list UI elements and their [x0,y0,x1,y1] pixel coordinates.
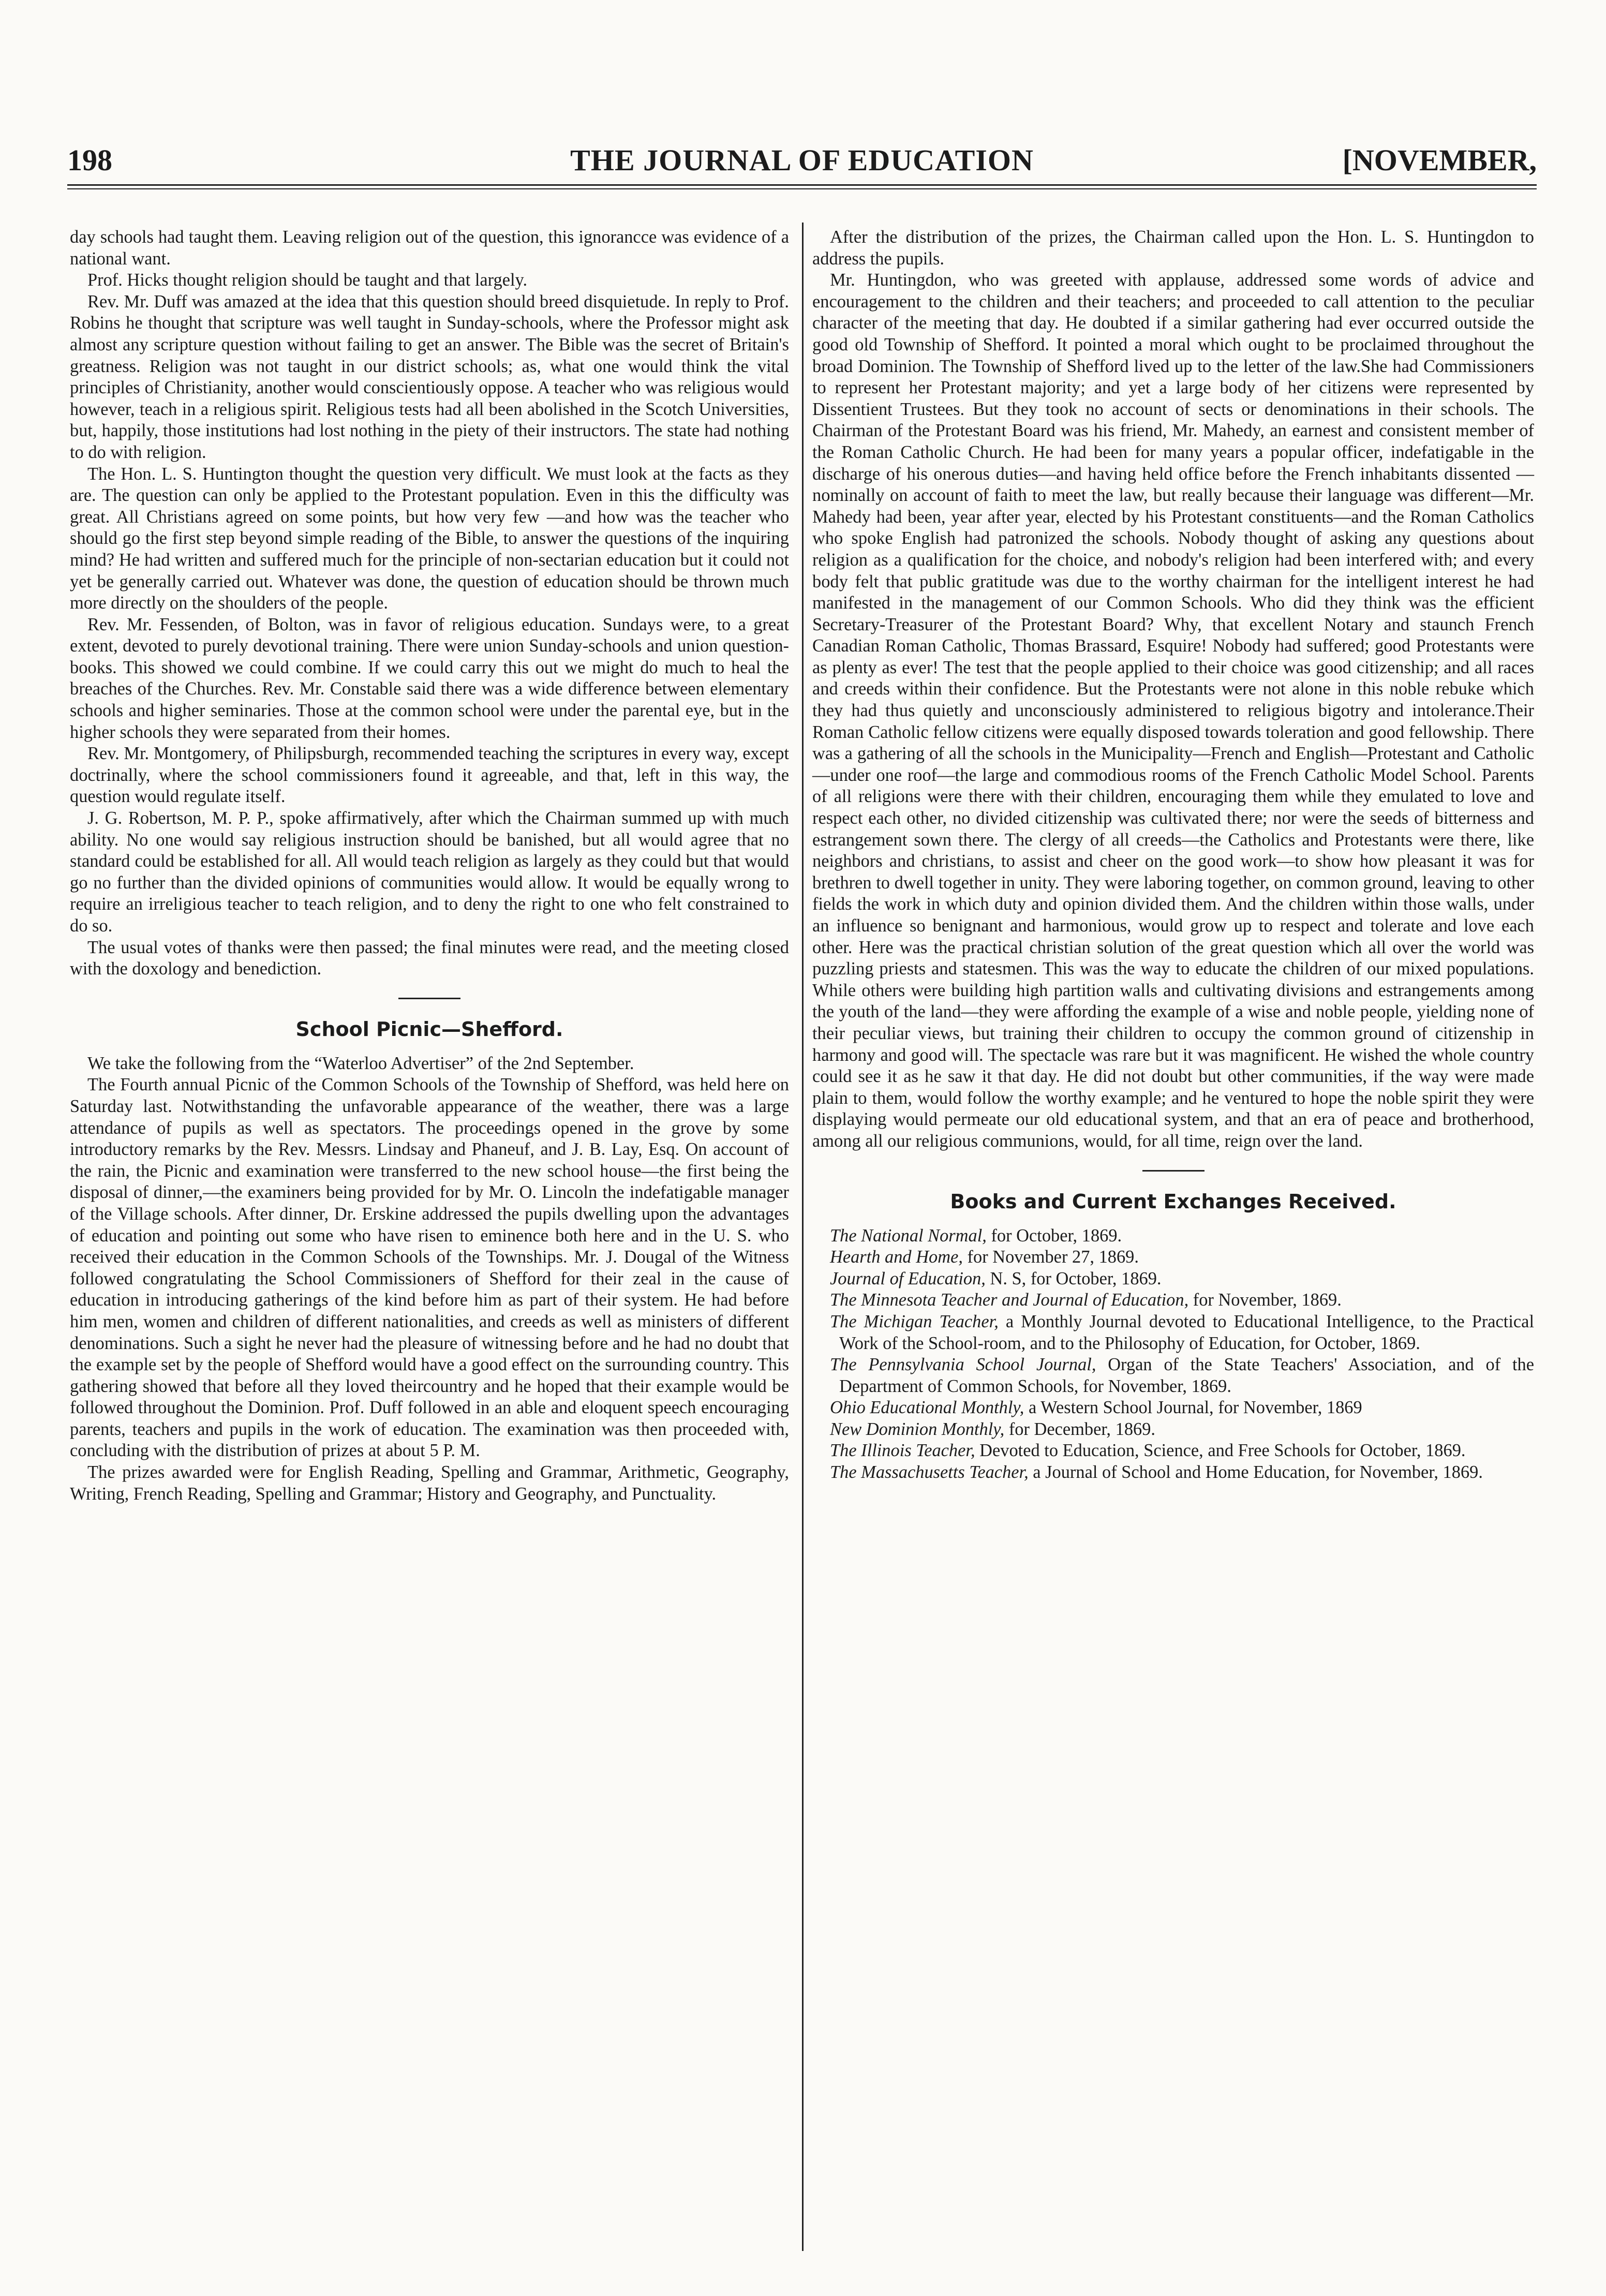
book-details: for November 27, 1869. [962,1247,1139,1267]
book-details: for October, 1869. [986,1225,1122,1246]
paragraph: day schools had taught them. Leaving religion out of the question, this ignorancce was evidence of a national want. [70,227,789,269]
book-entry [812,1247,1534,1268]
book-title: The Pennsylvania School Journal, [830,1355,1096,1375]
paragraph: Prof. Hicks thought religion should be taught and that largely. [87,270,528,290]
book-details: a Monthly Journal devoted to Educational Intelligence, to the Practical Work of the School-room, and to the Philosophy of Education, for October, 1869. [839,1311,1534,1353]
book-details: for November, 1869. [1188,1290,1342,1310]
left-column [70,227,789,1505]
paragraph: J. G. Robertson, M. P. P., spoke affirmatively, after which the Chairman summed up with much ability. No one would say religious instruction should be banished, but all would agree that no standard could be established for all. All would teach religion as largely as they could but that would go no further than the divided opinions of communities would allow. It would be equally wrong to require an irreligious teacher to teach religion, and to deny the right to one who felt constrained to do so. [70,808,789,936]
paragraph: We take the following from the “Waterloo Advertiser” of the 2nd September. [87,1053,634,1073]
section-divider [1142,1170,1205,1172]
book-details: Organ of the State Teachers' Association, and of the Department of Common Schools, for November, 1869. [839,1355,1534,1396]
book-entry [812,1419,1534,1441]
book-details: Devoted to Education, Science, and Free Schools for October, 1869. [975,1441,1466,1461]
book-entry [812,1225,1534,1247]
book-entry [812,1311,1534,1354]
book-title: Ohio Educational Monthly, [830,1398,1024,1418]
paragraph: The Fourth annual Picnic of the Common Schools of the Township of Shefford, was held here on Saturday last. Notwithstanding the unfavorable appearance of the weather, there was a large attendance of pupils as well as spectators. The proceedings opened in the grove by some introductory remarks by the Rev. Messrs. Lindsay and Phaneuf, and J. B. Lay, Esq. On account of the rain, the Picnic and examination were transferred to the new school house—the first being the disposal of dinner,—the examiners being provided for by Mr. O. Lincoln the indefatigable manager of the Village schools. After dinner, Dr. Erskine addressed the pupils dwelling upon the advantages of education and pointing out some who have risen to eminence both here and in the U. S. who received their education in the Common Schools of the Townships. Mr. J. Dougal of the Witness followed congratulating the School Commissioners of Shefford for their zeal in the cause of education in introducing gatherings of the kind before him as part of their system. He had before him men, women and children of different nationalities, and creeds as well as ministers of different denominations. Such a sight he never had the pleasure of witnessing before and he had no doubt that the example set by the people of Shefford would have a good effect on the surrounding country. This gathering showed that before all they loved theircountry and he hoped that their example would be followed throughout the Dominion. Prof. Duff followed in an able and eloquent speech encouraging parents, teachers and pupils in the work of education. The examination was then proceeded with, concluding with the distribution of prizes at about 5 P. M. [70,1075,789,1461]
paragraph: Rev. Mr. Fessenden, of Bolton, was in favor of religious education. Sundays were, to a great extent, devoted to purely devotional training. There were union Sunday-schools and union question-books. This showed we could combine. If we could carry this out we might do much to heal the breaches of the Churches. Rev. Mr. Constable said there was a wide difference between elementary schools and higher seminaries. Those at the common school were under the parental eye, but in the higher schools they were separated from their homes. [70,614,789,742]
book-title: The Michigan Teacher, [830,1311,999,1331]
book-details: a Journal of School and Home Education, for November, 1869. [1028,1462,1483,1483]
paragraph: Mr. Huntingdon, who was greeted with applause, addressed some words of advice and encouragement to the children and their teachers; and proceeded to call attention to the peculiar character of the meeting that day. He doubted if a similar gathering had ever occurred outside the good old Township of Shefford. It pointed a moral which ought to be proclaimed throughout the broad Dominion. The Township of Shefford lived up to the letter of the law.She had Commissioners to represent her Protestant majority; and yet a large body of her citizens were represented by Dissentient Trustees. But they took no account of sects or denominations in their schools. The Chairman of the Protestant Board was his friend, Mr. Mahedy, an earnest and consistent member of the Roman Catholic Church. He had been for many years a popular officer, indefatigable in the discharge of his onerous duties—and having held office before the French inhabitants dissented —nominally on account of faith to meet the law, but really because their language was different—Mr. Mahedy had been, year after year, elected by his Protestant constituents—and the Roman Catholics who spoke English had patronized the schools. Nobody thought of asking any questions about religion as a qualification for the choice, and nobody's religion had been interfered with; and every body felt that public gratitude was due to the worthy chairman for the intelligent interest he had manifested in the management of our Common Schools. Who did they think was the efficient Secretary-Treasurer of the Protestant Board? Why, that excellent Notary and staunch French Canadian Roman Catholic, Thomas Brassard, Esquire! Nobody had suffered; good Protestants were as plenty as ever! The test that the people applied to their choice was good citizenship; and all races and creeds within their confidence. But the Protestants were not alone in this noble rebuke which they had thus quietly and unconsciously administered to religious bigotry and intolerance.Their Roman Catholic fellow citizens were equally disposed towards toleration and good fellowship. There was a gathering of all the schools in the Municipality—French and English—Protestant and Catholic—under one roof—the large and commodious rooms of the French Catholic Model School. Parents of all religions were there with their children, encouraging them while they emulated to love and respect each other, no divided citizenship was cultivated there; nor were the seeds of bitterness and estrangement sown there. The clergy of all creeds—the Catholics and Protestants were there, like neighbors and christians, to assist and cheer on the good work—to show how pleasant it was for brethren to dwell together in unity. They were laboring together, on common ground, leaving to other fields the work in which duty and opinion divided them. And the children within those walls, under an influence so benignant and harmonious, would grow up to respect and tolerate and love each other. Here was the practical christian solution of the great question which all over the world was puzzling priests and statesmen. This was the way to educate the children of our mixed populations. While others were building high partition walls and cultivating divisions and estrangements among the youth of the land—they were affording the example of a wise and noble people, yielding none of their peculiar views, but training their children to occupy the common ground of citizenship in harmony and good will. The spectacle was rare but it was magnificent. He wished the whole country could see it as he saw it that day. He did not doubt but other communities, if the way were made plain to them, would follow the worthy example; and he ventured to hope the noble spirit they were displaying would permeate our old educational system, and that an era of peace and brotherhood, among all our religious communions, would, for all time, reign over the land. [812,270,1534,1151]
book-title: Journal of Education, [830,1268,986,1288]
books-heading: Books and Current Exchanges Received. [950,1190,1396,1213]
paragraph: After the distribution of the prizes, the Chairman called upon the Hon. L. S. Huntingdon to address the pupils. [812,227,1534,269]
book-entry [812,1268,1534,1290]
journal-title: THE JOURNAL OF EDUCATION [570,143,1034,177]
paragraph: Rev. Mr. Duff was amazed at the idea that this question should breed disquietude. In reply to Prof. Robins he thought that scripture was well taught in Sunday-schools, where the Professor might ask almost any scripture question without failing to get an answer. The Bible was the secret of Britain's greatness. Religion was not taught in our district schools; as, what one would think the vital principles of Christianity, another would conscientiously oppose. A teacher who was religious would however, teach in a religious spirit. Religious tests had all been abolished in the Scotch Universities, but, happily, those institutions had lost nothing in the piety of their instructors. The state had nothing to do with religion. [70,291,789,462]
book-details: N. S, for October, 1869. [985,1268,1162,1288]
section-divider [398,998,460,999]
header-rule [67,184,1537,189]
books-list [812,1225,1534,1484]
book-entry [812,1354,1534,1397]
book-title: Hearth and Home, [830,1247,963,1267]
paragraph: The Hon. L. S. Huntington thought the question very difficult. We must look at the facts as they are. The question can only be applied to the Protestant population. Even in this the difficulty was great. All Christians agreed on some points, but how very few —and how was the teacher who should go the first step beyond simple reading of the Bible, to answer the questions of the inquiring mind? He had written and suffered much for the principle of non-sectarian education but it could not yet be generally carried out. Whatever was done, the question of education should be thrown much more directly on the shoulders of the people. [70,464,789,613]
running-header [67,136,1537,177]
book-title: The National Normal, [830,1225,987,1246]
issue-month: [NOVEMBER, [1342,143,1537,177]
book-entry [812,1397,1534,1419]
book-entry [812,1290,1534,1311]
book-title: The Massachusetts Teacher, [830,1462,1029,1483]
book-entry [812,1462,1534,1484]
book-details: a Western School Journal, for November, 1869 [1024,1398,1362,1418]
book-title: The Minnesota Teacher and Journal of Education, [830,1290,1189,1310]
book-details: for December, 1869. [1004,1419,1156,1439]
right-column [812,227,1534,1484]
section-heading: School Picnic—Shefford. [295,1017,563,1041]
page-number: 198 [67,143,112,177]
book-title: The Illinois Teacher, [830,1441,975,1461]
book-title: New Dominion Monthly, [830,1419,1005,1439]
book-entry [812,1440,1534,1462]
column-rule [802,223,804,2251]
paragraph: Rev. Mr. Montgomery, of Philipsburgh, recommended teaching the scriptures in every way, except doctrinally, where the school commissioners found it agreeable, and that, left in this way, the question would regulate itself. [70,744,789,807]
paragraph: The usual votes of thanks were then passed; the final minutes were read, and the meeting closed with the doxology and benediction. [70,937,789,979]
paragraph: The prizes awarded were for English Reading, Spelling and Grammar, Arithmetic, Geography, Writing, French Reading, Spelling and Grammar; History and Geography, and Punctuality. [70,1462,789,1504]
